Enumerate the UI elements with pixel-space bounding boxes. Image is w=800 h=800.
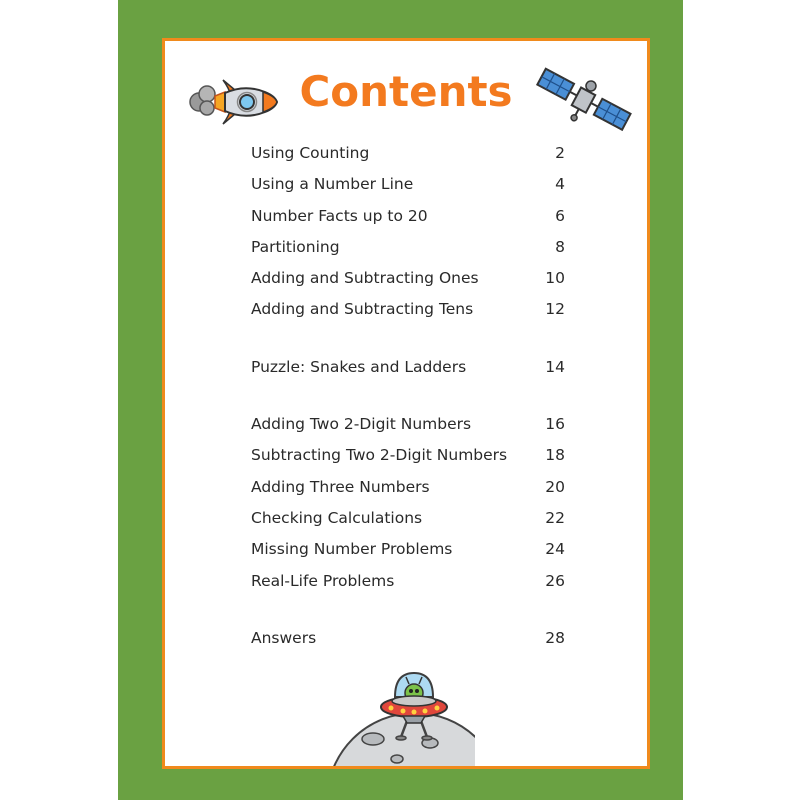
toc-entry-title: Adding Three Numbers	[251, 477, 430, 496]
toc-row	[251, 234, 565, 265]
toc-row	[251, 140, 565, 171]
satellite-icon	[533, 66, 633, 136]
toc-row	[251, 203, 565, 234]
toc-entry-title: Using Counting	[251, 144, 370, 162]
toc-row	[251, 625, 565, 656]
toc-page-number: 22	[545, 508, 565, 527]
toc-entry-title: Puzzle: Snakes and Ladders	[251, 357, 467, 376]
alien-ufo-on-moon-icon	[325, 663, 475, 769]
toc-page-number: 14	[545, 357, 565, 376]
contents-page	[162, 38, 650, 769]
toc-entry-title: Adding and Subtracting Ones	[251, 269, 479, 288]
toc-row	[251, 442, 565, 473]
toc-row	[251, 536, 565, 567]
toc-entry-title: Adding Two 2-Digit Numbers	[251, 415, 472, 434]
toc-entry-title: Subtracting Two 2-Digit Numbers	[251, 446, 508, 465]
toc-entry-title: Partitioning	[251, 237, 340, 256]
toc-entry-title: Checking Calculations	[251, 508, 423, 527]
toc-page-number: 18	[545, 446, 565, 465]
toc-entry-title: Answers	[251, 628, 317, 647]
toc-entry-title: Using a Number Line	[251, 175, 414, 194]
toc-page-number: 28	[545, 628, 565, 647]
toc-row	[251, 354, 565, 385]
toc-entry-title: Adding and Subtracting Tens	[251, 300, 474, 319]
toc-page-number: 10	[545, 269, 565, 288]
toc-page-number: 16	[545, 415, 565, 434]
toc-page-number: 4	[555, 175, 565, 194]
toc-entry-title: Real-Life Problems	[251, 571, 395, 590]
toc-page-number: 24	[545, 540, 565, 559]
toc-row	[251, 296, 565, 327]
toc-page-number: 2	[555, 144, 565, 162]
toc-row	[251, 505, 565, 536]
toc-row	[251, 411, 565, 442]
toc-row	[251, 171, 565, 202]
toc-page-number: 26	[545, 571, 565, 590]
page-title: Contents	[299, 67, 513, 116]
table-of-contents	[251, 140, 565, 656]
toc-row	[251, 474, 565, 505]
toc-entry-title: Missing Number Problems	[251, 540, 453, 559]
toc-row	[251, 265, 565, 296]
toc-page-number: 6	[555, 206, 565, 225]
toc-page-number: 20	[545, 477, 565, 496]
toc-page-number: 8	[555, 237, 565, 256]
toc-page-number: 12	[545, 300, 565, 319]
toc-entry-title: Number Facts up to 20	[251, 206, 428, 225]
toc-row	[251, 568, 565, 599]
